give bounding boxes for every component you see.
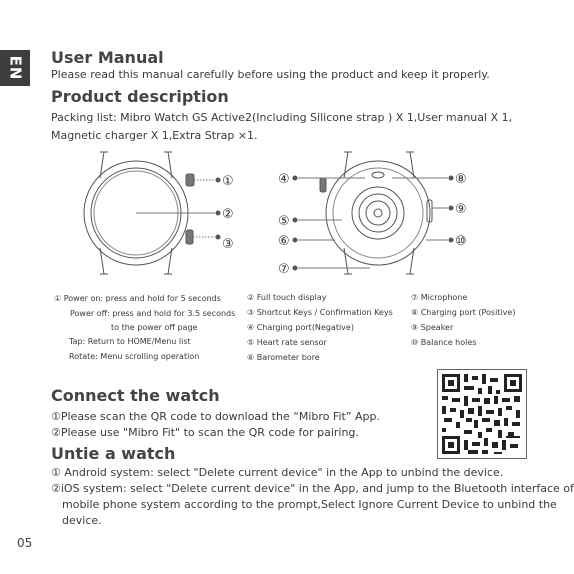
- user-manual-subtitle: Please read this manual carefully before using the product and keep it properly.: [51, 68, 490, 81]
- untie-step-2-line2: mobile phone system according to the prompt,Select Ignore Current Device to unbind the: [62, 498, 557, 511]
- legend-heart-rate: ⑤ Heart rate sensor: [247, 338, 327, 347]
- qr-code-box: [437, 369, 527, 459]
- untie-title: Untie a watch: [51, 444, 176, 463]
- legend-barometer: ⑥ Barometer bore: [247, 353, 320, 362]
- legend-charging-positive: ⑧ Charging port (Positive): [411, 308, 516, 317]
- untie-step-2-line1: ②iOS system: select "Delete current device" in the App, and jump to the Bluetooth interface of: [51, 482, 574, 495]
- callout-5: ⑤: [278, 214, 290, 229]
- language-tab: [0, 50, 30, 86]
- legend-tap: Tap: Return to HOME/Menu list: [69, 337, 191, 346]
- watch-front-illustration: [84, 152, 220, 274]
- legend-power-off-cont: to the power off page: [111, 323, 198, 332]
- callout-6: ⑥: [278, 234, 290, 249]
- legend-rotate: Rotate: Menu scrolling operation: [69, 352, 200, 361]
- watch-diagram: [80, 148, 480, 280]
- untie-step-1: ① Android system: select "Delete current device" in the App to unbind the device.: [51, 466, 504, 479]
- legend-speaker: ⑨ Speaker: [411, 323, 454, 332]
- callout-7: ⑦: [278, 262, 290, 277]
- legend-microphone: ⑦ Microphone: [411, 293, 468, 302]
- legend-display: ② Full touch display: [247, 293, 327, 302]
- legend-power-on: ① Power on: press and hold for 5 seconds: [54, 294, 221, 303]
- callout-8: ⑧: [455, 172, 467, 187]
- callout-2: ②: [222, 207, 234, 222]
- callout-10: ⑩: [455, 234, 467, 249]
- product-description-title: Product description: [51, 87, 229, 106]
- legend-power-off: Power off: press and hold for 3.5 seconds: [70, 309, 236, 318]
- connect-step-1: ①Please scan the QR code to download the “Mibro Fit” App.: [51, 410, 381, 423]
- legend-charging-negative: ④ Charging port(Negative): [247, 323, 354, 332]
- callout-3: ③: [222, 237, 234, 252]
- page-number: 05: [17, 536, 33, 550]
- packing-list-line1: Packing list: Mibro Watch GS Active2(Including Silicone strap ) X 1,User manual X 1,: [51, 111, 513, 124]
- connect-title: Connect the watch: [51, 386, 220, 405]
- untie-step-2-line3: device.: [62, 514, 102, 527]
- language-tab-label: EN: [6, 55, 24, 81]
- packing-list-line2: Magnetic charger X 1,Extra Strap ×1.: [51, 129, 258, 142]
- callout-9: ⑨: [455, 202, 467, 217]
- callout-4: ④: [278, 172, 290, 187]
- legend-balance-holes: ⑩ Balance holes: [411, 338, 477, 347]
- callout-1: ①: [222, 174, 234, 189]
- legend-shortcut-keys: ③ Shortcut Keys / Confirmation Keys: [247, 308, 393, 317]
- user-manual-title: User Manual: [51, 48, 164, 67]
- connect-step-2: ②Please use "Mibro Fit" to scan the QR code for pairing.: [51, 426, 359, 439]
- watch-back-illustration: [293, 152, 453, 274]
- qr-code-icon: [438, 370, 526, 458]
